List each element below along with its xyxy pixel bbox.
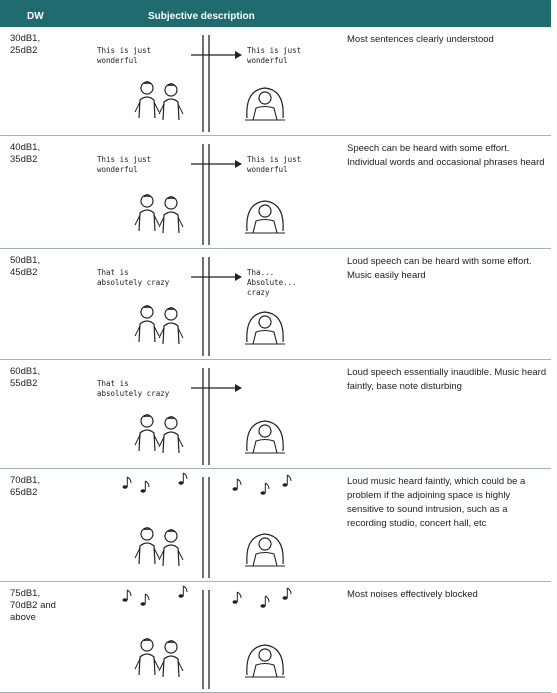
dw-value	[10, 366, 80, 390]
dw-value-line: 50dB1,	[10, 255, 41, 266]
wall-divider	[203, 35, 209, 132]
dw-value-line: 40dB1,	[10, 142, 41, 153]
dw-value	[10, 475, 80, 499]
music-note-icon	[141, 594, 150, 606]
left-speech-text: This is just	[97, 155, 152, 164]
person-figure	[159, 417, 183, 454]
music-note-icon	[261, 596, 270, 608]
dw-value	[10, 255, 80, 279]
seated-listener-figure	[245, 201, 285, 233]
dw-value-line: 65dB2	[10, 487, 38, 498]
header-subjective-description: Subjective description	[148, 11, 255, 22]
subjective-description-text: Most noises effectively blocked	[347, 589, 478, 600]
wall-divider	[203, 257, 209, 356]
person-figure	[135, 306, 159, 343]
left-speech-text: wonderful	[97, 165, 138, 174]
music-note-icon	[283, 588, 292, 600]
table-row	[0, 469, 551, 582]
seated-listener-figure	[245, 88, 285, 120]
sound-transmission-illustration	[85, 360, 340, 469]
person-figure	[159, 84, 183, 121]
sound-arrow-icon	[191, 273, 242, 281]
dw-value-line: 70dB2 and	[10, 600, 56, 611]
person-figure	[135, 528, 159, 565]
person-figure	[159, 641, 183, 678]
music-note-icon	[179, 473, 188, 485]
sound-arrow-icon	[191, 51, 242, 59]
wall-divider	[203, 368, 209, 465]
seated-listener-figure	[245, 421, 285, 453]
seated-listener-figure	[245, 645, 285, 677]
music-note-icon	[233, 479, 242, 491]
dw-value-line: 75dB1,	[10, 588, 41, 599]
sound-transmission-illustration	[85, 27, 340, 136]
person-figure	[159, 308, 183, 345]
table-row	[0, 249, 551, 360]
music-note-icon	[233, 592, 242, 604]
person-figure	[135, 82, 159, 119]
right-speech-text: Absolute...	[247, 278, 297, 287]
person-figure	[159, 530, 183, 567]
dw-value-line: 30dB1,	[10, 33, 41, 44]
dw-value-line: 45dB2	[10, 267, 38, 278]
subjective-description-text: Loud music heard faintly, which could be a problem if the adjoining space is highly sensitive to sound intrusion, such as a recording studio, concert hall, etc	[347, 476, 526, 529]
music-note-icon	[283, 475, 292, 487]
music-note-icon	[123, 590, 132, 602]
header-dw: DW	[27, 11, 44, 22]
music-note-icon	[123, 477, 132, 489]
wall-divider	[203, 477, 209, 578]
right-speech-text: crazy	[247, 288, 270, 297]
sound-transmission-illustration	[85, 469, 340, 582]
right-speech-text: This is just	[247, 46, 302, 55]
dw-value-line: 60dB1,	[10, 366, 41, 377]
table-row	[0, 360, 551, 469]
right-speech-text: wonderful	[247, 56, 288, 65]
right-speech-text: wonderful	[247, 165, 288, 174]
wall-divider	[203, 590, 209, 689]
dw-value-line: 25dB2	[10, 45, 38, 56]
right-speech-text: This is just	[247, 155, 302, 164]
seated-listener-figure	[245, 534, 285, 566]
dw-value	[10, 588, 80, 624]
dw-value	[10, 142, 80, 166]
dw-value	[10, 33, 80, 57]
music-note-icon	[141, 481, 150, 493]
table-row	[0, 582, 551, 693]
left-speech-text: absolutely crazy	[97, 278, 170, 287]
sound-transmission-illustration	[85, 136, 340, 249]
subjective-description-text: Most sentences clearly understood	[347, 34, 494, 45]
person-figure	[135, 639, 159, 676]
person-figure	[135, 195, 159, 232]
dw-value-line: above	[10, 612, 36, 623]
subjective-description-text: Loud speech can be heard with some effort. Music easily heard	[347, 256, 532, 281]
left-speech-text: This is just	[97, 46, 152, 55]
music-note-icon	[179, 586, 188, 598]
sound-transmission-illustration	[85, 249, 340, 360]
music-note-icon	[261, 483, 270, 495]
subjective-description-text: Loud speech essentially inaudible. Music heard faintly, base note disturbing	[347, 367, 547, 392]
table-header	[0, 0, 551, 27]
right-speech-text: Tha...	[247, 268, 275, 277]
wall-divider	[203, 144, 209, 245]
person-figure	[135, 415, 159, 452]
left-speech-text: That is	[97, 379, 129, 388]
table-row	[0, 27, 551, 136]
dw-value-line: 55dB2	[10, 378, 38, 389]
seated-listener-figure	[245, 312, 285, 344]
sound-arrow-icon	[191, 160, 242, 168]
subjective-description-text: Speech can be heard with some effort. Individual words and occasional phrases heard	[347, 143, 545, 168]
table-row	[0, 136, 551, 249]
person-figure	[159, 197, 183, 234]
left-speech-text: wonderful	[97, 56, 138, 65]
sound-arrow-icon	[191, 384, 242, 392]
left-speech-text: That is	[97, 268, 129, 277]
dw-value-line: 35dB2	[10, 154, 38, 165]
left-speech-text: absolutely crazy	[97, 389, 170, 398]
dw-value-line: 70dB1,	[10, 475, 41, 486]
sound-transmission-illustration	[85, 582, 340, 693]
